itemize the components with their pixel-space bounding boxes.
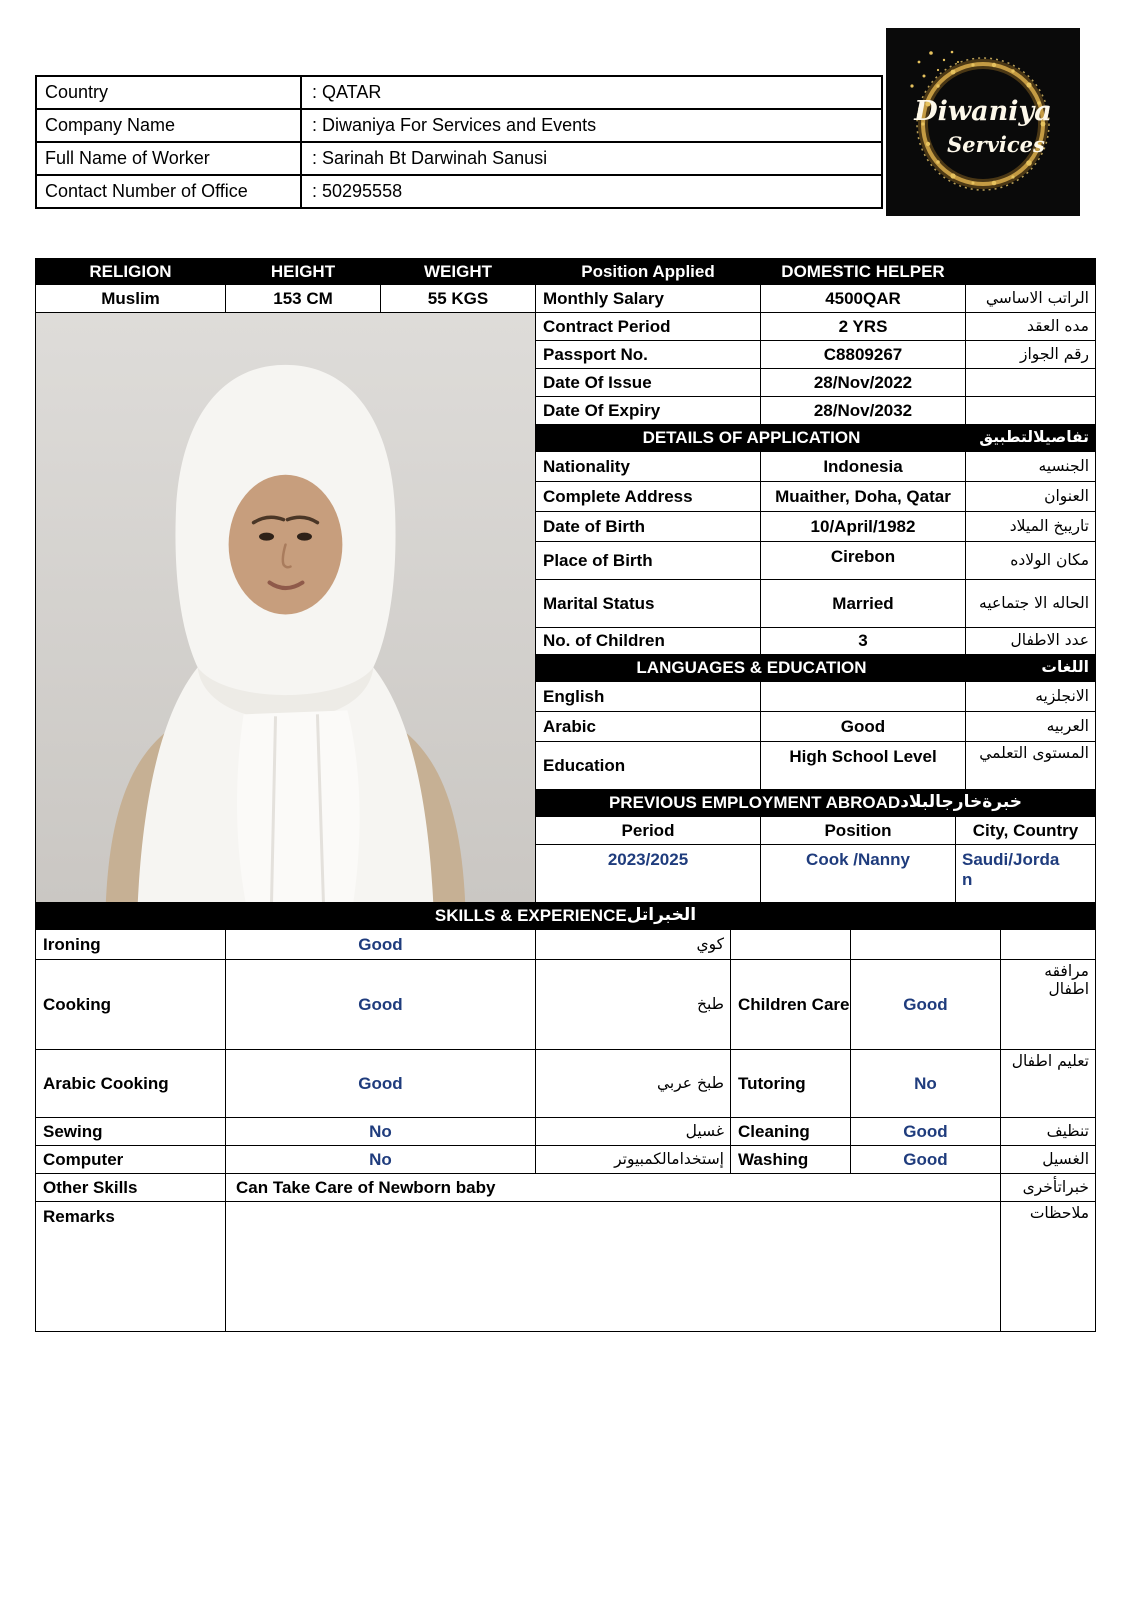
section-title: LANGUAGES & EDUCATION bbox=[636, 658, 867, 678]
skill-rating: Good bbox=[226, 960, 536, 1050]
section-header bbox=[536, 425, 1096, 452]
row-computer bbox=[36, 1146, 1096, 1174]
employment-period: 2023/2025 bbox=[536, 845, 761, 903]
section-header bbox=[36, 903, 1096, 930]
field-label: Other Skills bbox=[36, 1174, 226, 1202]
field-label-arabic: الجنسيه bbox=[966, 452, 1096, 482]
field-label-arabic bbox=[966, 397, 1096, 425]
field-label: Date of Birth bbox=[536, 512, 761, 542]
middle-section bbox=[36, 313, 1096, 903]
field-label: Place of Birth bbox=[536, 542, 761, 580]
field-label: Passport No. bbox=[536, 341, 761, 369]
skill-rating bbox=[851, 930, 1001, 960]
skill-label: Children Care bbox=[731, 960, 851, 1050]
office-contact-value: : 50295558 bbox=[302, 176, 883, 209]
row-education bbox=[536, 742, 1096, 790]
position-applied-value: DOMESTIC HELPER bbox=[761, 259, 966, 285]
row-marital-status bbox=[536, 580, 1096, 628]
skill-label-arabic bbox=[1001, 930, 1096, 960]
row-remarks bbox=[36, 1202, 1096, 1332]
section-title-arabic: خبرةخارجالبلاد bbox=[900, 792, 1023, 813]
weight-value: 55 KGS bbox=[381, 285, 536, 313]
skill-label: Tutoring bbox=[731, 1050, 851, 1118]
field-label-arabic bbox=[966, 369, 1096, 397]
row-ironing bbox=[36, 930, 1096, 960]
skill-rating: No bbox=[226, 1146, 536, 1174]
field-label-arabic: المستوى التعلمي bbox=[966, 742, 1096, 790]
skill-label: Washing bbox=[731, 1146, 851, 1174]
skill-rating: Good bbox=[851, 960, 1001, 1050]
skill-label: Arabic Cooking bbox=[36, 1050, 226, 1118]
skill-label-arabic: غسيل bbox=[536, 1118, 731, 1146]
office-contact-label: Contact Number of Office bbox=[37, 176, 302, 209]
field-label: English bbox=[536, 682, 761, 712]
employment-position: Cook /Nanny bbox=[761, 845, 956, 903]
field-label: Remarks bbox=[36, 1202, 226, 1332]
skill-label: Cooking bbox=[36, 960, 226, 1050]
skill-rating: Good bbox=[851, 1118, 1001, 1146]
weight-header: WEIGHT bbox=[381, 259, 536, 285]
field-value: Good bbox=[761, 712, 966, 742]
skill-label-arabic: كوي bbox=[536, 930, 731, 960]
height-value: 153 CM bbox=[226, 285, 381, 313]
field-label: Date Of Issue bbox=[536, 369, 761, 397]
row-employment-data bbox=[536, 845, 1096, 903]
skill-rating: Good bbox=[226, 930, 536, 960]
table-row bbox=[37, 77, 883, 110]
field-value: Muaither, Doha, Qatar bbox=[761, 482, 966, 512]
section-header bbox=[536, 790, 1096, 817]
skill-label-arabic: مرافقه اطفال bbox=[1001, 960, 1096, 1050]
field-label: No. of Children bbox=[536, 628, 761, 655]
monthly-salary-label: Monthly Salary bbox=[536, 285, 761, 313]
field-value: Cirebon bbox=[761, 542, 966, 580]
field-label-arabic: مده العقد bbox=[966, 313, 1096, 341]
field-value: High School Level bbox=[761, 742, 966, 790]
bar-languages-education bbox=[536, 655, 1096, 682]
field-label-arabic: العربيه bbox=[966, 712, 1096, 742]
skill-rating: Good bbox=[851, 1146, 1001, 1174]
worker-name-value: : Sarinah Bt Darwinah Sanusi bbox=[302, 143, 883, 176]
position-applied-label: Position Applied bbox=[536, 259, 761, 285]
section-title: DETAILS OF APPLICATION bbox=[642, 428, 861, 448]
row-english bbox=[536, 682, 1096, 712]
field-value: 28/Nov/2022 bbox=[761, 369, 966, 397]
skill-rating: No bbox=[226, 1118, 536, 1146]
other-skills-value: Can Take Care of Newborn baby bbox=[226, 1174, 1001, 1202]
worker-name-label: Full Name of Worker bbox=[37, 143, 302, 176]
field-label-arabic: تاريبخ الميلاد bbox=[966, 512, 1096, 542]
row-nationality bbox=[536, 452, 1096, 482]
country-label: Country bbox=[37, 77, 302, 110]
bar-skills-experience bbox=[36, 903, 1096, 930]
skill-label bbox=[731, 930, 851, 960]
logo-text-line1: Diwaniya bbox=[914, 96, 1052, 127]
row-cooking bbox=[36, 960, 1096, 1050]
bar-previous-employment bbox=[536, 790, 1096, 817]
field-label: Education bbox=[536, 742, 761, 790]
field-value: 2 YRS bbox=[761, 313, 966, 341]
agency-logo bbox=[886, 28, 1080, 216]
company-name-label: Company Name bbox=[37, 110, 302, 143]
employment-city-country: Saudi/Jordan bbox=[956, 845, 1096, 903]
row-passport-no bbox=[536, 341, 1096, 369]
column-header-city-country: City, Country bbox=[956, 817, 1096, 845]
height-header: HEIGHT bbox=[226, 259, 381, 285]
logo-text-line2: Services bbox=[947, 132, 1045, 157]
remarks-value bbox=[226, 1202, 1001, 1332]
row-date-of-birth bbox=[536, 512, 1096, 542]
position-applied-spacer bbox=[966, 259, 1096, 285]
field-label: Contract Period bbox=[536, 313, 761, 341]
skill-label-arabic: طبخ عربي bbox=[536, 1050, 731, 1118]
field-value bbox=[761, 682, 966, 712]
field-label-arabic: الانجلزيه bbox=[966, 682, 1096, 712]
section-title-arabic: اللغات bbox=[1041, 658, 1089, 677]
skill-label: Cleaning bbox=[731, 1118, 851, 1146]
portrait-illustration bbox=[36, 313, 535, 902]
row-date-of-expiry bbox=[536, 397, 1096, 425]
skill-label-arabic: تعليم اطفال bbox=[1001, 1050, 1096, 1118]
field-label: Marital Status bbox=[536, 580, 761, 628]
row-sewing bbox=[36, 1118, 1096, 1146]
field-label-arabic: عدد الاطفال bbox=[966, 628, 1096, 655]
company-name-value: : Diwaniya For Services and Events bbox=[302, 110, 883, 143]
field-label: Nationality bbox=[536, 452, 761, 482]
column-header-period: Period bbox=[536, 817, 761, 845]
field-value: 10/April/1982 bbox=[761, 512, 966, 542]
skill-label: Ironing bbox=[36, 930, 226, 960]
monthly-salary-label-arabic: الراتب الاساسي bbox=[966, 285, 1096, 313]
row-contract-period bbox=[536, 313, 1096, 341]
row-place-of-birth bbox=[536, 542, 1096, 580]
bar-details-of-application bbox=[536, 425, 1096, 452]
skill-label-arabic: طبخ bbox=[536, 960, 731, 1050]
row-arabic-cooking bbox=[36, 1050, 1096, 1118]
religion-header: RELIGION bbox=[36, 259, 226, 285]
column-header-position: Position bbox=[761, 817, 956, 845]
field-label: Complete Address bbox=[536, 482, 761, 512]
worker-photo bbox=[36, 313, 536, 903]
row-no-of-children bbox=[536, 628, 1096, 655]
skill-rating: No bbox=[851, 1050, 1001, 1118]
monthly-salary-value: 4500QAR bbox=[761, 285, 966, 313]
table-row bbox=[37, 143, 883, 176]
section-title-arabic: تفاصيلالتطبيق bbox=[979, 428, 1089, 447]
field-label: Arabic bbox=[536, 712, 761, 742]
section-title-arabic: الخبراتل bbox=[626, 905, 697, 926]
table-row bbox=[37, 110, 883, 143]
field-value: Indonesia bbox=[761, 452, 966, 482]
row-employment-columns bbox=[536, 817, 1096, 845]
skill-rating: Good bbox=[226, 1050, 536, 1118]
skill-label-arabic: إستخدامالكمبيوتر bbox=[536, 1146, 731, 1174]
field-value: 3 bbox=[761, 628, 966, 655]
field-label-arabic: العنوان bbox=[966, 482, 1096, 512]
field-label-arabic: مكان الولاده bbox=[966, 542, 1096, 580]
field-label-arabic: ملاحظات bbox=[1001, 1202, 1096, 1332]
religion-value: Muslim bbox=[36, 285, 226, 313]
table-row bbox=[37, 176, 883, 209]
row-date-of-issue bbox=[536, 369, 1096, 397]
skill-label: Computer bbox=[36, 1146, 226, 1174]
field-label-arabic: الحاله الا جتماعيه bbox=[966, 580, 1096, 628]
field-label-arabic: خبراتأخرى bbox=[1001, 1174, 1096, 1202]
attributes-values-row bbox=[36, 285, 1096, 313]
details-column bbox=[536, 313, 1096, 903]
attributes-header-row bbox=[36, 259, 1096, 285]
row-arabic bbox=[536, 712, 1096, 742]
field-label: Date Of Expiry bbox=[536, 397, 761, 425]
section-title: PREVIOUS EMPLOYMENT ABROAD bbox=[608, 793, 901, 813]
skill-label-arabic: الغسيل bbox=[1001, 1146, 1096, 1174]
row-complete-address bbox=[536, 482, 1096, 512]
company-info-table bbox=[35, 75, 883, 209]
field-value: Married bbox=[761, 580, 966, 628]
field-value: C8809267 bbox=[761, 341, 966, 369]
logo-graphic bbox=[886, 28, 1080, 216]
skill-label-arabic: تنظيف bbox=[1001, 1118, 1096, 1146]
row-other-skills bbox=[36, 1174, 1096, 1202]
skill-label: Sewing bbox=[36, 1118, 226, 1146]
country-value: : QATAR bbox=[302, 77, 883, 110]
section-title: SKILLS & EXPERIENCE bbox=[434, 906, 627, 926]
biodata-table bbox=[35, 258, 1096, 1332]
field-label-arabic: رقم الجواز bbox=[966, 341, 1096, 369]
field-value: 28/Nov/2032 bbox=[761, 397, 966, 425]
section-header bbox=[536, 655, 1096, 682]
